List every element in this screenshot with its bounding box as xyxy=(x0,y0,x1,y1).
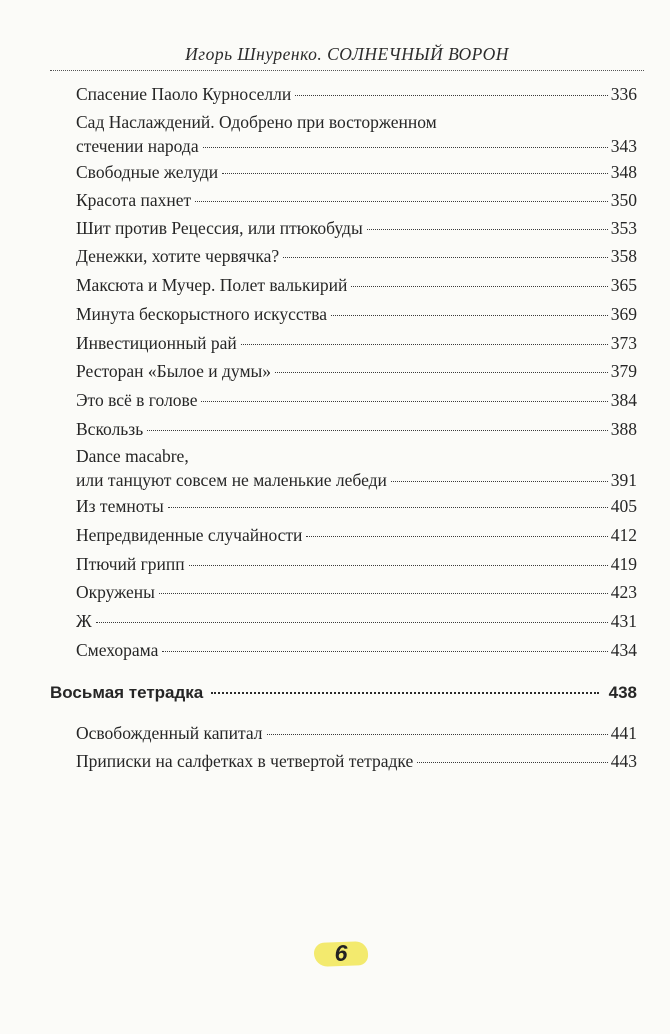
toc-entry xyxy=(76,552,637,576)
toc-entry-title: Минута бескорыстного искусства xyxy=(76,304,328,324)
toc-entry-title: Вскользь xyxy=(76,419,144,439)
leader-dots xyxy=(267,734,608,735)
toc-entry-title: Красота пахнет xyxy=(76,190,192,210)
toc-entry xyxy=(76,749,637,773)
toc-page-number: 412 xyxy=(610,525,637,545)
leader-dots xyxy=(162,651,607,652)
toc-page-number: 336 xyxy=(610,84,637,104)
toc-entry xyxy=(76,638,637,662)
leader-dots xyxy=(367,229,608,230)
toc-entry xyxy=(76,609,637,633)
leader-dots xyxy=(351,286,607,287)
toc-page-number: 434 xyxy=(610,640,637,660)
toc-entry xyxy=(76,494,637,518)
toc-entry xyxy=(76,273,637,297)
leader-dots xyxy=(203,147,608,148)
toc-entry-title: Приписки на салфетках в четвертой тетрадке xyxy=(76,751,414,771)
toc-entry-title: Ресторан «Былое и думы» xyxy=(76,361,272,381)
page-number: 6 xyxy=(334,940,348,966)
toc-entry xyxy=(76,331,637,355)
leader-dots xyxy=(147,430,608,431)
toc-page-number: 365 xyxy=(610,275,637,295)
toc-entry xyxy=(76,160,637,184)
toc-page-number: 438 xyxy=(608,683,637,702)
toc-entry-title: Денежки, хотите червячка? xyxy=(76,246,280,266)
toc-page-number: 350 xyxy=(610,190,637,210)
toc-entry-title: Окружены xyxy=(76,582,155,602)
toc-page-number: 405 xyxy=(610,496,637,516)
leader-dots xyxy=(275,372,608,373)
running-head: Игорь Шнуренко. СОЛНЕЧНЫЙ ВОРОН xyxy=(185,44,509,64)
toc-entry-title: Шит против Рецессия, или птюкобуды xyxy=(76,218,363,238)
toc-entry xyxy=(76,302,637,326)
toc-section-heading xyxy=(50,681,637,705)
leader-dots xyxy=(241,344,608,345)
leader-dots xyxy=(306,536,607,537)
leader-dots xyxy=(201,401,607,402)
leader-dots xyxy=(283,257,608,258)
toc-page-number: 391 xyxy=(610,470,637,490)
toc-entry-title: Это всё в голове xyxy=(76,390,198,410)
leader-dots xyxy=(168,507,608,508)
leader-dots xyxy=(195,201,608,202)
toc-page-number: 358 xyxy=(610,246,637,266)
leader-dots xyxy=(295,95,608,96)
toc-page-number: 431 xyxy=(610,611,637,631)
toc-page-number: 373 xyxy=(610,333,637,353)
toc-entry xyxy=(76,417,637,441)
toc-entry-title: Инвестиционный рай xyxy=(76,333,237,353)
toc-page-number: 441 xyxy=(610,723,637,743)
leader-dots xyxy=(391,481,608,482)
leader-dots xyxy=(211,692,598,694)
toc-page-number: 423 xyxy=(610,582,637,602)
toc-entry xyxy=(76,580,637,604)
leader-dots xyxy=(189,565,608,566)
toc-page-number: 419 xyxy=(610,554,637,574)
toc-entry-title: Максюта и Мучер. Полет валькирий xyxy=(76,275,348,295)
toc-entry-title: Dance macabre, xyxy=(76,446,189,466)
toc-entry-title: Птючий грипп xyxy=(76,554,185,574)
toc-entry xyxy=(76,359,637,383)
toc-page-number: 353 xyxy=(610,218,637,238)
toc-entry-title: Спасение Паоло Курноселли xyxy=(76,84,292,104)
toc-entry xyxy=(76,388,637,412)
toc-entry xyxy=(76,444,637,492)
toc-entry-title-continued: стечении народа xyxy=(76,136,199,156)
toc-entry-title: Свободные желуди xyxy=(76,162,219,182)
toc-entry xyxy=(76,244,637,268)
toc-entry-title-continued: или танцуют совсем не маленькие лебеди xyxy=(76,470,387,490)
toc-entry-title: Ж xyxy=(76,611,92,631)
toc-entry xyxy=(76,82,637,106)
toc-entry-title: Сад Наслаждений. Одобрено при восторженном xyxy=(76,112,437,132)
toc-page-number: 343 xyxy=(610,136,637,156)
toc-entry-title: Освобожденный капитал xyxy=(76,723,263,743)
toc-page-number: 384 xyxy=(610,390,637,410)
toc-entry xyxy=(76,523,637,547)
folio xyxy=(314,938,368,972)
toc-entry xyxy=(76,188,637,212)
toc-entry xyxy=(76,721,637,745)
toc-page-number: 348 xyxy=(610,162,637,182)
toc-page-number: 443 xyxy=(610,751,637,771)
section-title: Восьмая тетрадка xyxy=(50,683,204,702)
toc-page-number: 369 xyxy=(610,304,637,324)
leader-dots xyxy=(159,593,608,594)
toc-entry xyxy=(76,216,637,240)
toc-entry-title: Из темноты xyxy=(76,496,164,516)
toc-entry-title: Смехорама xyxy=(76,640,159,660)
toc-entry xyxy=(76,110,637,158)
leader-dots xyxy=(96,622,608,623)
leader-dots xyxy=(331,315,608,316)
toc-page-number: 388 xyxy=(610,419,637,439)
toc-page-number: 379 xyxy=(610,361,637,381)
leader-dots xyxy=(222,173,608,174)
toc-entry-title: Непредвиденные случайности xyxy=(76,525,303,545)
leader-dots xyxy=(417,762,607,763)
